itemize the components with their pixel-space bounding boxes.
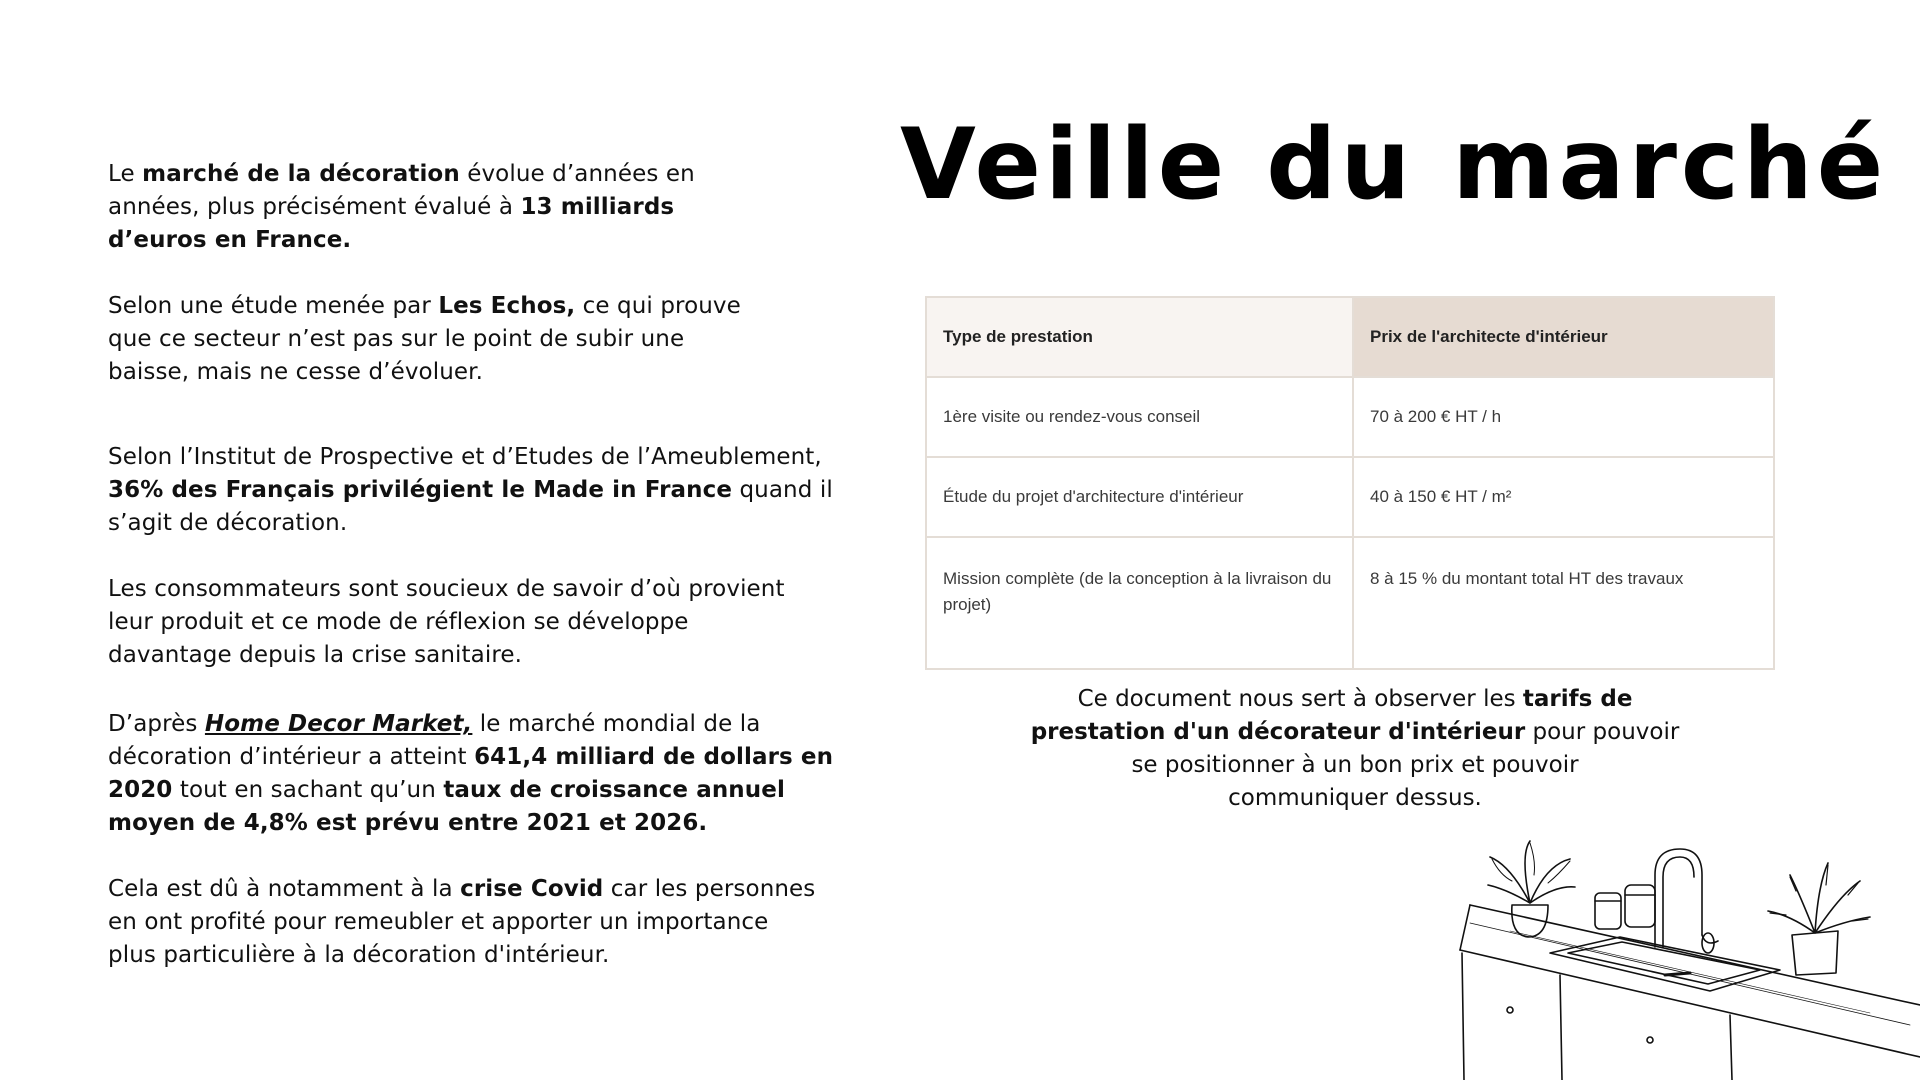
market-text-column	[108, 158, 848, 972]
page-title: Veille du marché	[900, 108, 1888, 222]
pricing-table	[925, 296, 1775, 670]
paragraph-market-value: Le marché de la décoration évolue d’années en années, plus précisément évalué à 13 milliards d’euros en France.	[108, 161, 695, 253]
paragraph-covid: Cela est dû à notamment à la crise Covid car les personnes en ont profité pour remeubler et apporter un importance plus particulière à la décoration d'intérieur.	[108, 876, 816, 968]
table-cell-price: 40 à 150 € HT / m²	[1353, 457, 1774, 537]
column-header-service: Type de prestation	[926, 297, 1353, 377]
table-cell-service: Mission complète (de la conception à la livraison du projet)	[926, 537, 1353, 669]
table-cell-service: 1ère visite ou rendez-vous conseil	[926, 377, 1353, 457]
home-decor-market-link[interactable]: Home Decor Market,	[204, 711, 473, 737]
table-cell-price: 70 à 200 € HT / h	[1353, 377, 1774, 457]
table-row	[926, 457, 1774, 537]
table-row	[926, 377, 1774, 457]
column-header-price: Prix de l'architecte d'intérieur	[1353, 297, 1774, 377]
paragraph-consumers: Les consommateurs sont soucieux de savoir d’où provient leur produit et ce mode de réflexion se développe davantage depuis la crise sanitaire.	[108, 576, 785, 668]
table-cell-price: 8 à 15 % du montant total HT des travaux	[1353, 537, 1774, 669]
table-row	[926, 537, 1774, 669]
kitchen-sink-sketch-icon	[1450, 835, 1920, 1080]
pricing-note: Ce document nous sert à observer les tarifs de prestation d'un décorateur d'intérieur pour pouvoir se positionner à un bon prix et pouvoir communiquer dessus.	[1030, 686, 1680, 811]
paragraph-les-echos: Selon une étude menée par Les Echos, ce qui prouve que ce secteur n’est pas sur le point de subir une baisse, mais ne cesse d’évoluer.	[108, 293, 741, 385]
paragraph-made-in-france: Selon l’Institut de Prospective et d’Etudes de l’Ameublement, 36% des Français privilégient le Made in France quand il s’agit de décoration.	[108, 444, 833, 536]
paragraph-home-decor-market: D’après Home Decor Market, le marché mondial de la décoration d’intérieur a atteint 641,4 milliard de dollars en 2020 tout en sachant qu’un taux de croissance annuel moyen de 4,8% est prévu entre 2021 et 2026.	[108, 711, 834, 836]
table-header-row	[926, 297, 1774, 377]
table-cell-service: Étude du projet d'architecture d'intérieur	[926, 457, 1353, 537]
